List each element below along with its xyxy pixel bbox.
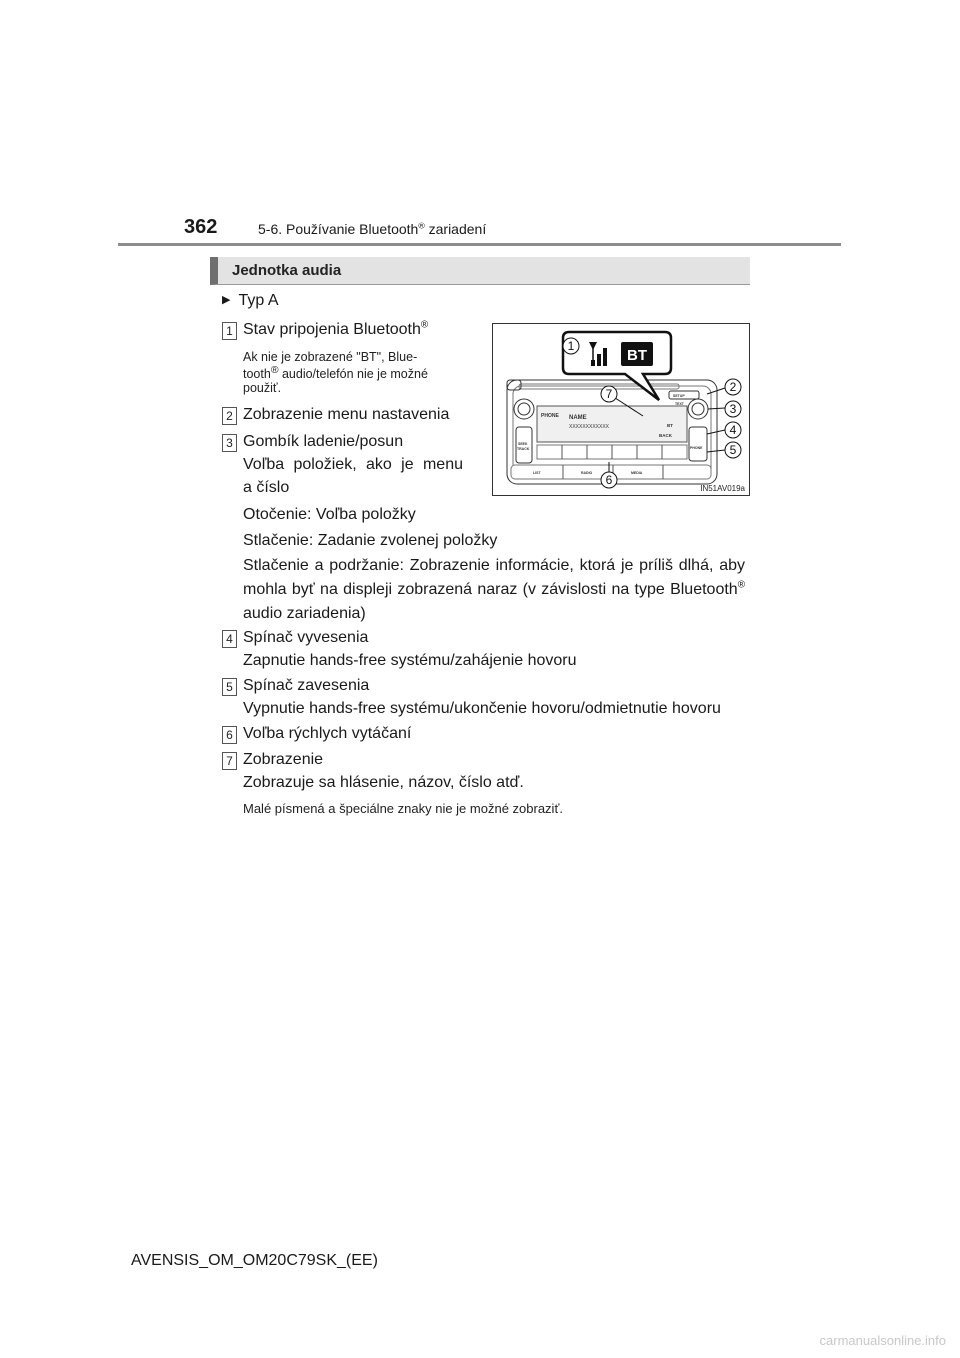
item-7-title: Zobrazenie: [243, 751, 324, 768]
item-number-3: 3: [222, 434, 237, 452]
item-3-rotate: Otočenie: Voľba položky: [243, 506, 416, 523]
callout-7: 7: [605, 387, 613, 401]
triangle-bullet-icon: ▶: [222, 294, 231, 306]
figure-caption: IN51AV019a: [700, 484, 745, 493]
item-number-6: 6: [222, 726, 237, 744]
subsection-title-bar: [210, 257, 750, 285]
header-divider: [118, 243, 841, 246]
item-5-title: Spínač zavesenia: [243, 677, 370, 694]
screen-back-label: BACK: [659, 433, 672, 438]
callout-2: 2: [729, 380, 737, 394]
callout-1: 1: [567, 339, 575, 353]
item-1-note: Ak nie je zobrazené "BT", Blue- tooth® audio/telefón nie je možné použiť.: [243, 350, 428, 396]
item-7-note: Malé písmená a špeciálne znaky nie je možné zobraziť.: [243, 801, 563, 816]
item-number-4: 4: [222, 630, 237, 648]
document-code: AVENSIS_OM_OM20C79SK_(EE): [131, 1252, 378, 1269]
audio-unit-figure: [492, 323, 750, 496]
item-3-hold-description: Stlačenie a podržanie: Zobrazenie informácie, ktorá je príliš dlhá, aby mohla byť na displeji zobrazená naraz (v závislosti na type Bluetooth® audio zariadenia): [243, 557, 745, 622]
screen-name-label: NAME: [569, 415, 587, 421]
subsection-title: Jednotka audia: [232, 262, 342, 279]
phone-button-label: PHONE: [690, 446, 703, 450]
item-number-5: 5: [222, 678, 237, 696]
page-number: 362: [184, 216, 218, 238]
screen-bt-label: BT: [667, 423, 673, 428]
item-3-title: Gombík ladenie/posun: [243, 433, 404, 450]
callout-3: 3: [729, 402, 737, 416]
callout-4: 4: [729, 423, 737, 437]
item-3-press: Stlačenie: Zadanie zvolenej položky: [243, 532, 498, 549]
text-button-label: TEXT: [675, 402, 684, 406]
callout-6: 6: [605, 473, 613, 487]
track-label: TRACK: [517, 447, 530, 451]
item-4-title: Spínač vyvesenia: [243, 629, 369, 646]
item-number-1: 1: [222, 322, 237, 340]
item-number-2: 2: [222, 407, 237, 425]
callout-5: 5: [729, 443, 737, 457]
bt-icon-text: BT: [627, 347, 647, 364]
seek-label: SEEK: [518, 442, 528, 446]
item-3-line2: Voľba položiek, ako je menu: [243, 456, 463, 473]
section-title: 5-6. Používanie Bluetooth® zariadení: [258, 220, 487, 237]
item-2-title: Zobrazenie menu nastavenia: [243, 406, 450, 423]
audio-unit-drawing: [493, 324, 749, 495]
screen-digits-label: XXXXXXXXXXXX: [569, 424, 610, 430]
item-7-description: Zobrazuje sa hlásenie, názov, číslo atď.: [243, 774, 524, 791]
item-5-description: Vypnutie hands-free systému/ukončenie hovoru/odmietnutie hovoru: [243, 700, 721, 717]
screen-phone-label: PHONE: [541, 413, 559, 419]
media-button-label: MEDIA: [631, 471, 643, 475]
item-6-title: Voľba rýchlych vytáčaní: [243, 725, 412, 742]
watermark: carmanualsonline.info: [819, 1333, 946, 1348]
type-label: ▶ Typ A: [222, 292, 279, 309]
item-3-line3: a číslo: [243, 479, 290, 496]
setup-button-label: SETUP: [673, 394, 685, 398]
item-number-7: 7: [222, 752, 237, 770]
item-1-title: Stav pripojenia Bluetooth®: [243, 319, 429, 338]
item-4-description: Zapnutie hands-free systému/zahájenie hovoru: [243, 652, 577, 669]
radio-button-label: RADIO: [581, 471, 593, 475]
list-button-label: LIST: [533, 471, 541, 475]
